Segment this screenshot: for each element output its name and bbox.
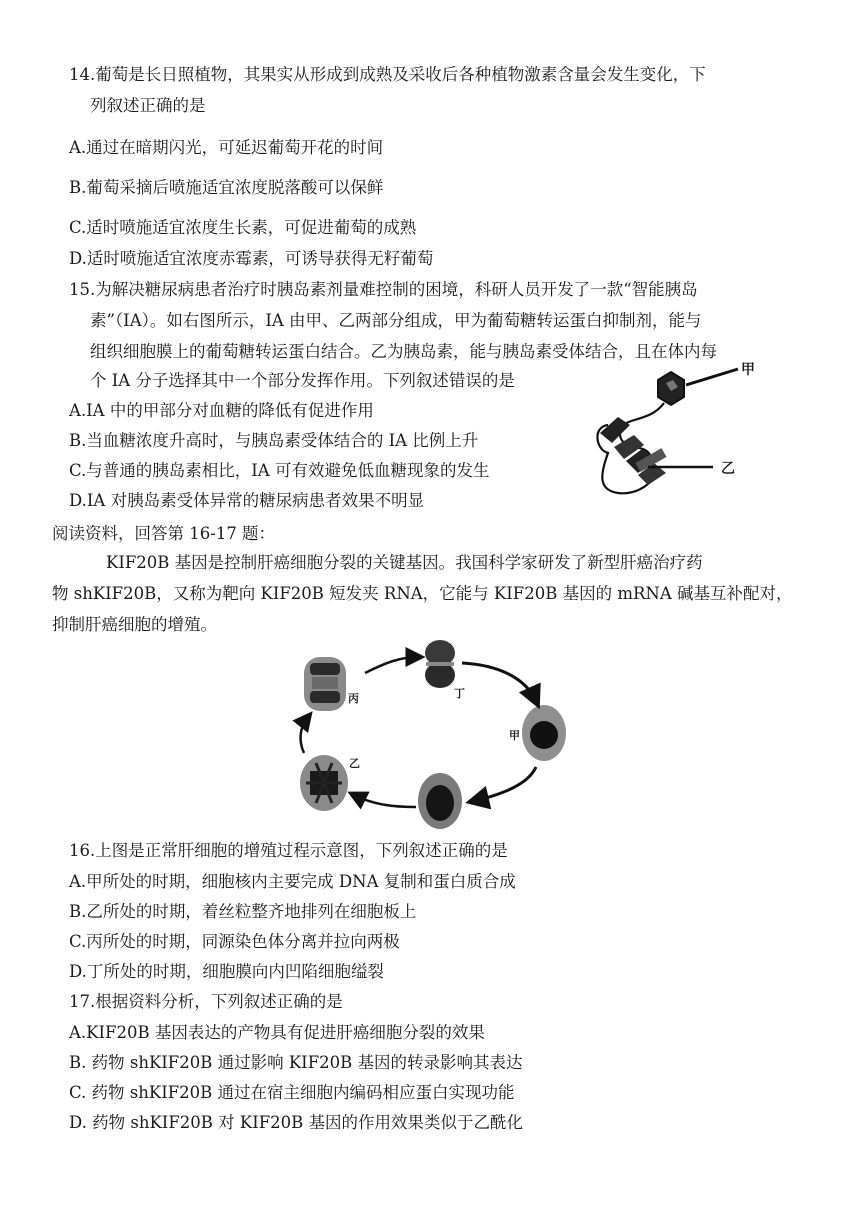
q16-option-d: D.丁所处的时期，细胞膜向内凹陷细胞缢裂 [69,962,384,981]
q15-stem-line1: 15.为解决糖尿病患者治疗时胰岛素剂量难控制的困境，科研人员开发了一款“智能胰岛 [69,280,698,299]
q17-option-a: A.KIF20B 基因表达的产物具有促进肝癌细胞分裂的效果 [69,1023,485,1042]
arrow-bing-to-ding [365,657,418,673]
cell-bing-chromosomes-bottom [310,691,340,703]
q16-option-c: C.丙所处的时期，同源染色体分离并拉向两极 [69,932,400,951]
cell-yi [300,755,348,811]
q14-stem-line1: 14.葡萄是长日照植物，其果实从形成到成熟及采收后各种植物激素含量会发生变化，下 [69,65,706,84]
cell-jia-nucleus [530,721,558,749]
cell-ding-furrow [426,662,454,666]
cycle-label-bing: 丙 [348,692,359,705]
jia-linker [686,369,738,385]
q14-option-a: A.通过在暗期闪光，可延迟葡萄开花的时间 [69,138,384,157]
q15-option-d: D.IA 对胰岛素受体异常的糖尿病患者效果不明显 [69,491,425,510]
ia-label-jia: 甲 [741,362,755,378]
q16-option-a: A.甲所处的时期，细胞核内主要完成 DNA 复制和蛋白质合成 [69,872,516,891]
cell-cycle-drawing [290,635,580,830]
arrow-ding-to-jia [462,663,536,701]
q15-stem-line3: 组织细胞膜上的葡萄糖转运蛋白结合。乙为胰岛素，能与胰岛素受体结合，且在体内每 [90,342,717,361]
reading-intro: 阅读资料，回答第 16-17 题： [52,524,276,543]
ia-molecule-figure [578,355,778,505]
cell-cycle-figure [290,635,580,830]
cycle-label-ding: 丁 [454,687,465,700]
cell-prophase-nucleus [426,785,454,821]
reading-para-line1: KIF20B 基因是控制肝癌细胞分裂的关键基因。我国科学家研发了新型肝癌治疗药 [106,553,703,572]
q17-option-c: C. 药物 shKIF20B 通过在宿主细胞内编码相应蛋白实现功能 [69,1083,515,1102]
cycle-label-jia: 甲 [509,729,520,742]
cell-prophase [418,773,462,829]
arrow-prophase-to-yi [354,795,416,807]
cell-jia [522,705,566,761]
ia-label-yi: 乙 [721,461,735,477]
q17-option-b: B. 药物 shKIF20B 通过影响 KIF20B 基因的转录影响其表达 [69,1053,523,1072]
cell-bing-midzone [312,677,338,689]
q14-option-c: C.适时喷施适宜浓度生长素，可促进葡萄的成熟 [69,218,417,237]
q15-option-b: B.当血糖浓度升高时，与胰岛素受体结合的 IA 比例上升 [69,431,479,450]
q15-stem-line4: 个 IA 分子选择其中一个部分发挥作用。下列叙述错误的是 [90,371,515,390]
helix-segment-1 [600,417,630,443]
q15-stem-line2: 素”（IA）。如右图所示，IA 由甲、乙两部分组成，甲为葡萄糖转运蛋白抑制剂，能与 [90,311,702,330]
cycle-label-yi: 乙 [349,757,360,770]
q14-option-d: D.适时喷施适宜浓度赤霉素，可诱导获得无籽葡萄 [69,249,434,268]
reading-para-line2: 物 shKIF20B，又称为靶向 KIF20B 短发夹 RNA，它能与 KIF20B 基因的 mRNA 碱基互补配对， [52,584,793,603]
q14-stem-line2: 列叙述正确的是 [90,96,206,115]
reading-para-line3: 抑制肝癌细胞的增殖。 [52,615,217,634]
cell-ding [425,640,455,688]
cell-bing [304,657,346,711]
q17-stem: 17.根据资料分析，下列叙述正确的是 [69,992,343,1011]
q15-option-a: A.IA 中的甲部分对血糖的降低有促进作用 [69,401,374,420]
q15-option-c: C.与普通的胰岛素相比，IA 可有效避免低血糖现象的发生 [69,461,490,480]
q16-stem: 16.上图是正常肝细胞的增殖过程示意图，下列叙述正确的是 [69,841,508,860]
cell-bing-chromosomes-top [310,663,340,675]
q14-option-b: B.葡萄采摘后喷施适宜浓度脱落酸可以保鲜 [69,178,384,197]
arrow-yi-to-bing [301,717,308,753]
q17-option-d: D. 药物 shKIF20B 对 KIF20B 基因的作用效果类似于乙酰化 [69,1113,524,1132]
arrow-jia-to-prophase [474,767,536,801]
q16-option-b: B.乙所处的时期，着丝粒整齐地排列在细胞板上 [69,902,417,921]
